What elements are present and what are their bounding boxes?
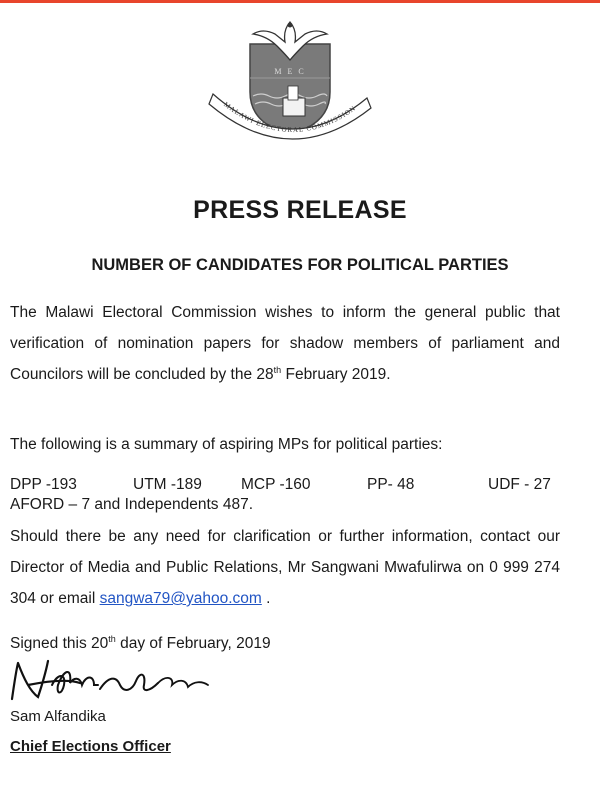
mec-logo [205,12,375,162]
intro-paragraph: The Malawi Electoral Commission wishes to inform the general public that verification of nomination papers for shadow members of parliament and Councilors will be concluded by the 28th February 2019. [10,304,560,383]
clarification-paragraph: Should there be any need for clarification or further information, contact our Director of Media and Public Relations, Mr Sangwani Mwafulirwa on 0 999 274 304 or email sangwa79@yahoo.com . [10,528,560,607]
party-count-utm: UTM -189 [133,476,202,493]
logo-ring-text: MALAWI ELECTORAL COMMISSION [222,100,358,135]
signatory-name: Sam Alfandika [10,708,106,725]
party-list-row-2: AFORD – 7 and Independents 487. [10,496,253,513]
party-count-dpp: DPP -193 [10,476,77,493]
signature-image [8,655,223,705]
party-count-udf: UDF - 27 [488,476,551,493]
signed-date: Signed this 20th day of February, 2019 [10,633,271,652]
top-accent-rule [0,0,600,3]
logo-initials: M E C [274,67,306,76]
page-subtitle: NUMBER OF CANDIDATES FOR POLITICAL PARTIES [91,256,509,274]
email-link[interactable]: sangwa79@yahoo.com [99,590,262,607]
party-count-pp: PP- 48 [367,476,415,493]
signatory-title: Chief Elections Officer [10,738,171,755]
summary-intro: The following is a summary of aspiring MPs for political parties: [10,436,443,453]
page-title: PRESS RELEASE [193,196,407,224]
party-count-mcp: MCP -160 [241,476,311,493]
